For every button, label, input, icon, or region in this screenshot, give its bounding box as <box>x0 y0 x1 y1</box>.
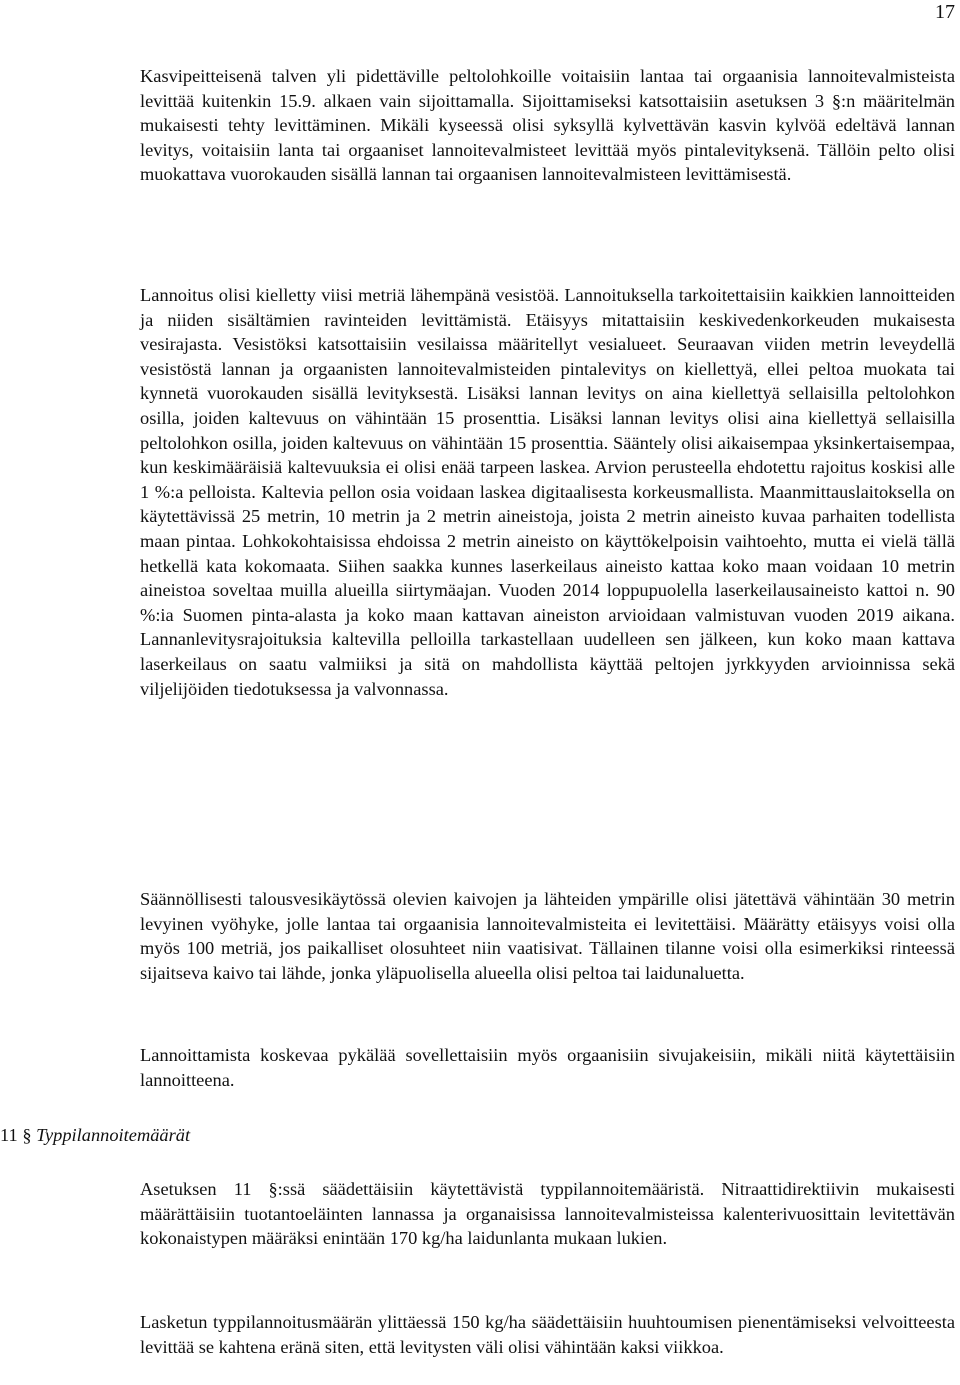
paragraph-organic-byproducts: Lannoittamista koskevaa pykälää sovellettaisiin myös orgaanisiin sivujakeisiin, mikäli niitä käytettäisiin lannoitteena. <box>140 1045 955 1090</box>
section-number: 11 <box>0 1125 18 1145</box>
section-sign: § <box>22 1125 32 1145</box>
paragraph-nitrogen-limit: Asetuksen 11 §:ssä säädettäisiin käytettävistä typpilannoitemääristä. Nitraattidirektiivin mukaisesti määrättäisiin tuotantoeläinten lannassa ja organaisissa lannoitevalmisteissa kalenterivuosittain levitettävän kokonaistypen määräksi enintään 170 kg/ha laidunlanta mukaan lukien. <box>140 1179 955 1249</box>
page-number: 17 <box>935 1 955 23</box>
paragraph-split-application: Lasketun typpilannoitusmäärän ylittäessä 150 kg/ha säädettäisiin huuhtoumisen pienentämiseksi velvoitteesta levittää se kahtena eränä siten, että levitysten väli olisi vähintään kaksi viikkoa. <box>140 1312 955 1357</box>
section-title: Typpilannoitemäärät <box>36 1125 191 1145</box>
section-heading <box>0 1123 190 1147</box>
paragraph-manure-winter-cover: Kasvipeitteisenä talven yli pidettäville peltolohkoille voitaisiin lantaa tai orgaanisia lannoitevalmisteista levittää kuitenkin 15.9. alkaen vain sijoittamalla. Sijoittamiseksi katsottaisiin asetuksen 3 §:n määritelmän mukaisesti tehty levittäminen. Mikäli kyseessä olisi syksyllä kylvettävän kasvin kylvöä edeltävä lannan levitys, voitaisiin lanta tai orgaaniset lannoitevalmisteet levittää myös pintalevityksenä. Tällöin pelto olisi muokattava vuorokauden sisällä lannan tai orgaanisen lannoitevalmisteen levittämisestä. <box>140 66 955 185</box>
paragraph-well-protection-zone: Säännöllisesti talousvesikäytössä olevien kaivojen ja lähteiden ympärille olisi jätettävä vähintään 30 metrin levyinen vyöhyke, jolle lantaa tai orgaanisia lannoitevalmisteita ei levitettäisi. Määrätty etäisyys voisi olla myös 100 metriä, jos paikalliset olosuhteet niin vaatisivat. Tällainen tilanne voisi olla esimerkiksi rinteessä sijaitseva kaivo tai lähde, jonka yläpuolisella alueella olisi peltoa tai laidunaluetta. <box>140 889 955 983</box>
paragraph-watercourse-buffer: Lannoitus olisi kielletty viisi metriä lähempänä vesistöä. Lannoituksella tarkoitettaisiin kaikkien lannoitteiden ja niiden sisältämien ravinteiden levittämistä. Etäisyys mitattaisiin keskivedenkorkeuden mukaisesta vesirajasta. Vesistöksi katsottaisiin vesilaissa määritellyt vesialueet. Seuraavan viiden metrin leveydellä vesistöstä lannan ja orgaanisten lannoitevalmisteiden pintalevitys on kiellettyä, ellei peltoa muokata tai kynnetä vuorokauden sisällä levityksestä. Lisäksi lannan levitys on aina kiellettyä sellaisilla peltolohkon osilla, joiden kaltevuus on vähintään 15 prosenttia. Lisäksi lannan levitys olisi aina kiellettyä sellaisilla peltolohkon osilla, joiden kaltevuus on vähintään 15 prosenttia. Sääntely olisi aikaisempaa yksinkertaisempaa, kun keskimääräisiä kaltevuuksia ei olisi enää tarpeen laskea. Arvion perusteella ehdotettu rajoitus koskisi alle 1 %:a pelloista. Kaltevia pellon osia voidaan laskea digitaalisesta korkeusmallista. Maanmittauslaitoksella on käytettävissä 25 metrin, 10 metrin ja 2 metrin aineistoja, joista 2 metrin aineisto kuvaa parhaiten todellista maan pintaa. Lohkokohtaisissa ehdoissa 2 metrin aineisto on käyttökelpoisin vaihtoehto, mutta ei vielä tällä hetkellä kata kokomaata. Siihen saakka kunnes laserkeilaus aineisto kattaa koko maan voidaan 10 metrin aineistoa soveltaa muilla alueilla siirtymäajan. Vuoden 2014 loppupuolella laserkeilausaineisto kattoi n. 90 %:ia Suomen pinta-alasta ja koko maan kattavan aineiston arvioidaan valmistuvan vuoden 2019 aikana. Lannanlevitysrajoituksia kaltevilla pelloilla tarkastellaan uudelleen sen jälkeen, kun koko maan kattava laserkeilaus on saatu valmiiksi ja sitä on mahdollista käyttää peltojen jyrkkyyden arvioinnissa sekä viljelijöiden tiedotuksessa ja valvonnassa. <box>140 285 955 699</box>
